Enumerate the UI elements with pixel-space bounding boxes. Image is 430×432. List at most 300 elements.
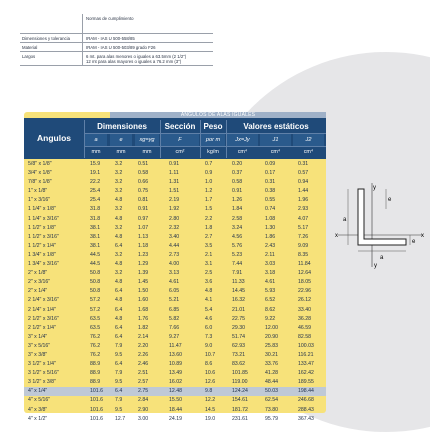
spec-value: Normas de cumplimiento: [82, 14, 213, 33]
value-cell: 6.4: [115, 324, 123, 331]
value-cell: 4.8: [115, 197, 123, 204]
value-cell: 3.00: [138, 415, 149, 422]
angle-size-cell: 1 1/4" x 1/8": [28, 206, 56, 213]
value-cell: 0.91: [232, 188, 243, 195]
value-cell: 1.08: [265, 215, 276, 222]
value-cell: 0.55: [265, 197, 276, 204]
value-cell: 4.8: [115, 315, 123, 322]
value-cell: 2.2: [205, 215, 213, 222]
table-row: [24, 215, 326, 224]
column-unit: cm²: [175, 149, 185, 155]
value-cell: 0.51: [138, 161, 149, 167]
table-row: [24, 233, 326, 242]
value-cell: 76.2: [90, 342, 101, 349]
column-unit: mm: [91, 149, 101, 155]
value-cell: 11.47: [169, 342, 182, 349]
value-cell: 57.2: [90, 297, 101, 304]
table-row: [24, 333, 326, 342]
value-cell: 4.8: [115, 261, 123, 268]
value-cell: 6.4: [115, 361, 123, 368]
value-cell: 29.30: [232, 324, 245, 331]
spec-label: [20, 14, 82, 33]
value-cell: 14.45: [232, 288, 245, 295]
value-cell: 0.31: [265, 179, 276, 186]
value-cell: 2.46: [138, 361, 149, 368]
angle-size-cell: 3" x 3/8": [28, 351, 48, 358]
value-cell: 1.2: [205, 188, 213, 195]
table-row: [24, 324, 326, 333]
value-cell: 22.75: [232, 315, 245, 322]
column-unit: cm⁴: [303, 149, 314, 155]
row-header: Angulos: [37, 133, 71, 143]
angle-size-cell: 1 1/2" x 1/4": [28, 242, 56, 249]
value-cell: 48.44: [265, 379, 278, 386]
value-cell: 3.1: [205, 261, 213, 268]
value-cell: 0.91: [169, 161, 180, 167]
angle-size-cell: 3 1/2" x 1/4": [28, 361, 56, 368]
spec-value: IRAM - IAS U 500-558/85: [82, 34, 213, 42]
value-cell: 3.2: [115, 188, 123, 195]
value-cell: 8.62: [265, 306, 276, 313]
value-cell: 1.07: [138, 224, 149, 231]
value-cell: 0.58: [138, 170, 149, 177]
value-cell: 4.8: [115, 215, 123, 222]
value-cell: 2.58: [232, 215, 243, 222]
angle-size-cell: 7/8" x 1/8": [28, 179, 52, 186]
value-cell: 50.03: [265, 388, 278, 395]
value-cell: 162.42: [298, 370, 314, 377]
value-cell: 63.5: [90, 315, 101, 322]
value-cell: 15.9: [90, 161, 101, 167]
value-cell: 41.28: [265, 370, 278, 377]
value-cell: 6.85: [169, 306, 180, 313]
table-row: [24, 169, 326, 178]
value-cell: 12.64: [298, 270, 311, 277]
value-cell: 31.8: [90, 206, 101, 213]
value-cell: 6.0: [205, 324, 213, 331]
diagram-label: a: [380, 255, 384, 261]
value-cell: 38.1: [90, 233, 101, 240]
value-cell: 12.00: [265, 324, 278, 331]
value-cell: 101.6: [90, 415, 103, 422]
value-cell: 30.21: [265, 351, 278, 358]
value-cell: 9.8: [205, 388, 213, 395]
angle-size-cell: 3" x 1/4": [28, 333, 48, 340]
value-cell: 5.76: [232, 242, 243, 249]
diagram-label: x: [335, 233, 338, 239]
value-cell: 7.9: [115, 397, 123, 404]
spec-label: Material: [22, 44, 38, 50]
value-cell: 101.6: [90, 406, 103, 413]
table-row: [24, 251, 326, 260]
spec-row: [20, 14, 213, 34]
value-cell: 2.11: [265, 251, 275, 258]
value-cell: 0.20: [232, 161, 243, 167]
value-cell: 36.28: [298, 315, 311, 322]
value-cell: 10.89: [169, 361, 182, 368]
value-cell: 82.58: [298, 333, 311, 340]
value-cell: 7.66: [169, 324, 180, 331]
angle-size-cell: 2 1/4" x 3/16": [28, 297, 59, 304]
angle-size-cell: 2" x 3/16": [28, 279, 51, 286]
value-cell: 9.5: [115, 406, 123, 413]
column-unit: kg/m: [207, 149, 219, 155]
value-cell: 3.2: [115, 270, 123, 277]
group-header: Valores estáticos: [243, 122, 309, 131]
table-row: [24, 278, 326, 287]
spec-value: IRAM - IAS U 500-503/89 grado F26: [82, 43, 213, 51]
value-cell: 3.18: [265, 270, 276, 277]
value-cell: 4.61: [169, 279, 180, 286]
table-row: [24, 160, 326, 169]
table-row: [24, 287, 326, 296]
table-header: [24, 118, 326, 159]
value-cell: 1.86: [265, 233, 276, 240]
value-cell: 4.00: [169, 261, 180, 268]
value-cell: 0.31: [298, 161, 309, 167]
table-body: [24, 160, 326, 424]
value-cell: 3.2: [115, 251, 123, 258]
value-cell: 25.4: [90, 197, 101, 204]
value-cell: 0.74: [265, 206, 276, 213]
value-cell: 19.0: [205, 415, 216, 422]
table-row: [24, 396, 326, 405]
value-cell: 1.82: [138, 324, 149, 331]
table-row: [24, 178, 326, 187]
value-cell: 6.4: [115, 288, 123, 295]
value-cell: 1.29: [138, 261, 149, 268]
value-cell: 19.1: [90, 170, 101, 177]
column-unit: mm: [142, 149, 152, 155]
table-row: [24, 187, 326, 196]
value-cell: 7.44: [232, 261, 243, 268]
value-cell: 76.2: [90, 333, 101, 340]
table-row: [24, 269, 326, 278]
value-cell: 2.32: [169, 224, 180, 231]
value-cell: 4.07: [298, 215, 309, 222]
table-row: [24, 196, 326, 205]
value-cell: 3.2: [115, 206, 123, 213]
value-cell: 1.7: [205, 197, 213, 204]
value-cell: 2.93: [298, 206, 309, 213]
value-cell: 124.24: [232, 388, 248, 395]
value-cell: 1.45: [138, 279, 149, 286]
value-cell: 5.82: [169, 315, 180, 322]
value-cell: 15.50: [169, 397, 182, 404]
value-cell: 1.51: [169, 188, 180, 195]
value-cell: 100.03: [298, 342, 314, 349]
value-cell: 2.19: [169, 197, 180, 204]
table-row: [24, 406, 326, 415]
value-cell: 50.8: [90, 270, 101, 277]
angle-size-cell: 2" x 1/4": [28, 288, 48, 295]
value-cell: 2.43: [265, 242, 276, 249]
value-cell: 9.27: [169, 333, 180, 340]
value-cell: 101.85: [232, 370, 248, 377]
value-cell: 46.59: [298, 324, 311, 331]
value-cell: 31.8: [90, 215, 101, 222]
value-cell: 9.5: [115, 351, 123, 358]
value-cell: 18.05: [298, 279, 311, 286]
value-cell: 33.76: [265, 361, 278, 368]
value-cell: 21.01: [232, 306, 245, 313]
value-cell: 2.7: [205, 233, 213, 240]
value-cell: 5.93: [265, 288, 276, 295]
value-cell: 14.5: [205, 406, 216, 413]
value-cell: 88.9: [90, 361, 101, 368]
value-cell: 7.3: [205, 333, 213, 340]
angles-table-card: [24, 112, 326, 422]
value-cell: 154.61: [232, 397, 248, 404]
value-cell: 3.2: [115, 161, 123, 167]
table-row: [24, 351, 326, 360]
value-cell: 16.32: [232, 297, 245, 304]
value-cell: 6.4: [115, 388, 123, 395]
table-row: [24, 205, 326, 214]
value-cell: 1.50: [138, 288, 149, 295]
value-cell: 1.11: [169, 170, 179, 177]
angle-size-cell: 2 1/2" x 1/4": [28, 324, 56, 331]
table-row: [24, 242, 326, 251]
value-cell: 0.75: [138, 188, 149, 195]
value-cell: 4.8: [115, 279, 123, 286]
value-cell: 3.5: [205, 242, 213, 249]
column-symbol: J1: [272, 137, 279, 143]
angle-size-cell: 3 1/2" x 5/16": [28, 370, 59, 377]
diagram-label: e: [388, 197, 392, 203]
value-cell: 9.22: [265, 315, 276, 322]
table-row: [24, 306, 326, 315]
value-cell: 3.13: [169, 270, 180, 277]
diagram-label: e: [412, 239, 416, 245]
value-cell: 181.72: [232, 406, 248, 413]
value-cell: 44.5: [90, 251, 101, 258]
value-cell: 2.90: [138, 406, 149, 413]
angle-size-cell: 2" x 1/8": [28, 270, 48, 277]
value-cell: 8.6: [205, 361, 213, 368]
value-cell: 1.92: [169, 206, 180, 213]
angle-size-cell: 4" x 3/8": [28, 406, 48, 413]
column-unit: cm⁴: [270, 149, 281, 155]
value-cell: 9.5: [115, 379, 123, 386]
spec-row: [20, 43, 213, 52]
value-cell: 133.47: [298, 361, 314, 368]
angle-size-cell: 3" x 5/16": [28, 342, 51, 349]
angle-size-cell: 1" x 3/16": [28, 197, 51, 204]
value-cell: 2.51: [138, 370, 149, 377]
value-cell: 4.61: [265, 279, 276, 286]
value-cell: 9.0: [205, 342, 213, 349]
value-cell: 1.18: [138, 242, 149, 249]
value-cell: 2.57: [138, 379, 149, 386]
value-cell: 22.2: [90, 179, 101, 186]
value-cell: 1.13: [138, 233, 149, 240]
value-cell: 2.75: [138, 388, 149, 395]
value-cell: 7.91: [232, 270, 243, 277]
value-cell: 3.2: [115, 170, 123, 177]
spec-label: Dimensiones y tolerancia: [22, 35, 71, 41]
value-cell: 2.14: [138, 333, 149, 340]
value-cell: 10.6: [205, 370, 216, 377]
value-cell: 1.68: [138, 306, 149, 313]
value-cell: 50.8: [90, 279, 101, 286]
value-cell: 22.96: [298, 288, 311, 295]
spec-value-line: 6 mt. para alas menores o iguales a 63.5mm (2 1/2"): [86, 53, 187, 59]
value-cell: 25.4: [90, 188, 101, 195]
value-cell: 38.1: [90, 224, 101, 231]
value-cell: 0.9: [205, 170, 213, 177]
value-cell: 0.91: [138, 206, 149, 213]
value-cell: 189.55: [298, 379, 314, 386]
column-symbol: Jx=Jy: [235, 137, 250, 143]
value-cell: 116.21: [298, 351, 314, 358]
value-cell: 1.60: [138, 297, 149, 304]
value-cell: 101.6: [90, 388, 103, 395]
value-cell: 16.02: [169, 379, 182, 386]
value-cell: 11.84: [298, 261, 311, 268]
table-row: [24, 315, 326, 324]
value-cell: 20.90: [265, 333, 278, 340]
value-cell: 62.93: [232, 342, 245, 349]
spec-row: [20, 52, 213, 66]
value-cell: 6.52: [265, 297, 276, 304]
value-cell: 50.8: [90, 288, 101, 295]
column-symbol: por m: [205, 137, 221, 143]
value-cell: 0.81: [138, 197, 149, 204]
angle-size-cell: 4" x 5/16": [28, 397, 51, 404]
value-cell: 2.5: [205, 270, 213, 277]
value-cell: 198.44: [298, 388, 314, 395]
value-cell: 10.7: [205, 351, 216, 358]
angle-size-cell: 2 1/4" x 1/4": [28, 306, 56, 313]
value-cell: 73.80: [265, 406, 278, 413]
value-cell: 2.84: [138, 397, 149, 404]
value-cell: 88.9: [90, 370, 101, 377]
value-cell: 4.1: [205, 297, 213, 304]
table-row: [24, 296, 326, 305]
table-row: [24, 387, 326, 396]
value-cell: 5.21: [169, 297, 180, 304]
value-cell: 246.68: [298, 397, 314, 404]
column-symbol: J2: [305, 137, 312, 143]
value-cell: 0.09: [265, 161, 276, 167]
value-cell: 24.19: [169, 415, 182, 422]
value-cell: 1.76: [138, 315, 149, 322]
value-cell: 4.44: [169, 242, 180, 249]
value-cell: 12.7: [115, 415, 126, 422]
value-cell: 62.54: [265, 397, 278, 404]
value-cell: 0.38: [265, 188, 276, 195]
value-cell: 5.17: [298, 224, 309, 231]
group-header: Dimensiones: [97, 122, 147, 131]
value-cell: 11.33: [232, 279, 245, 286]
value-cell: 6.4: [115, 333, 123, 340]
table-row: [24, 378, 326, 387]
value-cell: 83.62: [232, 361, 245, 368]
value-cell: 13.60: [169, 351, 182, 358]
angle-size-cell: 1 3/4" x 1/8": [28, 251, 56, 258]
value-cell: 6.05: [169, 288, 180, 295]
specifications-table: [20, 14, 213, 66]
value-cell: 3.03: [265, 261, 276, 268]
value-cell: 0.58: [232, 179, 243, 186]
value-cell: 1.39: [138, 270, 149, 277]
angle-size-cell: 4" x 1/2": [28, 415, 48, 422]
value-cell: 3.2: [115, 224, 123, 231]
value-cell: 51.74: [232, 333, 245, 340]
diagram-label: y: [373, 185, 376, 191]
value-cell: 367.43: [298, 415, 314, 422]
value-cell: 0.66: [138, 179, 149, 186]
value-cell: 33.40: [298, 306, 311, 313]
column-symbol: xg=yg: [139, 137, 155, 143]
table-title: ANGULOS DE ALAS IGUALES: [110, 112, 326, 118]
value-cell: 119.00: [232, 379, 248, 386]
value-cell: 1.5: [205, 206, 213, 213]
value-cell: 2.80: [169, 215, 180, 222]
table-row: [24, 360, 326, 369]
value-cell: 4.56: [232, 233, 243, 240]
column-symbol: e: [119, 137, 123, 143]
spec-value-line: 12 mt para alas mayores o iguales a 76.2 mm (3"): [86, 58, 182, 64]
angle-size-cell: 1" x 1/8": [28, 188, 48, 195]
diagram-label: y: [374, 263, 377, 269]
value-cell: 2.26: [138, 351, 149, 358]
value-cell: 7.26: [298, 233, 309, 240]
value-cell: 4.8: [205, 288, 213, 295]
table-row: [24, 342, 326, 351]
value-cell: 1.30: [265, 224, 276, 231]
angle-size-cell: 4" x 1/4": [28, 388, 48, 395]
value-cell: 12.2: [205, 397, 216, 404]
value-cell: 1.84: [232, 206, 243, 213]
value-cell: 0.94: [298, 179, 309, 186]
value-cell: 4.8: [115, 297, 123, 304]
value-cell: 73.21: [232, 351, 245, 358]
spec-value: [82, 52, 213, 65]
value-cell: 1.8: [205, 224, 213, 231]
angle-size-cell: 1 1/4" x 3/16": [28, 215, 59, 222]
table-row: [24, 260, 326, 269]
spec-label: Largos: [22, 53, 36, 59]
value-cell: 9.09: [298, 242, 309, 249]
value-cell: 7.9: [115, 370, 123, 377]
value-cell: 101.6: [90, 397, 103, 404]
value-cell: 5.4: [205, 306, 213, 313]
value-cell: 0.17: [265, 170, 276, 177]
group-header: Sección: [164, 122, 196, 131]
angle-size-cell: 3 1/2" x 3/8": [28, 379, 56, 386]
group-header: Peso: [203, 122, 223, 131]
value-cell: 18.44: [169, 406, 182, 413]
value-cell: 1.96: [298, 197, 309, 204]
value-cell: 4.6: [205, 315, 213, 322]
value-cell: 0.97: [138, 215, 149, 222]
value-cell: 3.6: [205, 279, 213, 286]
value-cell: 6.4: [115, 306, 123, 313]
value-cell: 7.9: [115, 342, 123, 349]
value-cell: 12.48: [169, 388, 182, 395]
column-symbol: F: [178, 137, 182, 143]
table-row: [24, 369, 326, 378]
value-cell: 44.5: [90, 261, 101, 268]
value-cell: 12.6: [205, 379, 216, 386]
value-cell: 38.1: [90, 242, 101, 249]
value-cell: 13.49: [169, 370, 182, 377]
value-cell: 4.8: [115, 233, 123, 240]
value-cell: 8.35: [298, 251, 309, 258]
column-unit: cm⁴: [237, 149, 248, 155]
